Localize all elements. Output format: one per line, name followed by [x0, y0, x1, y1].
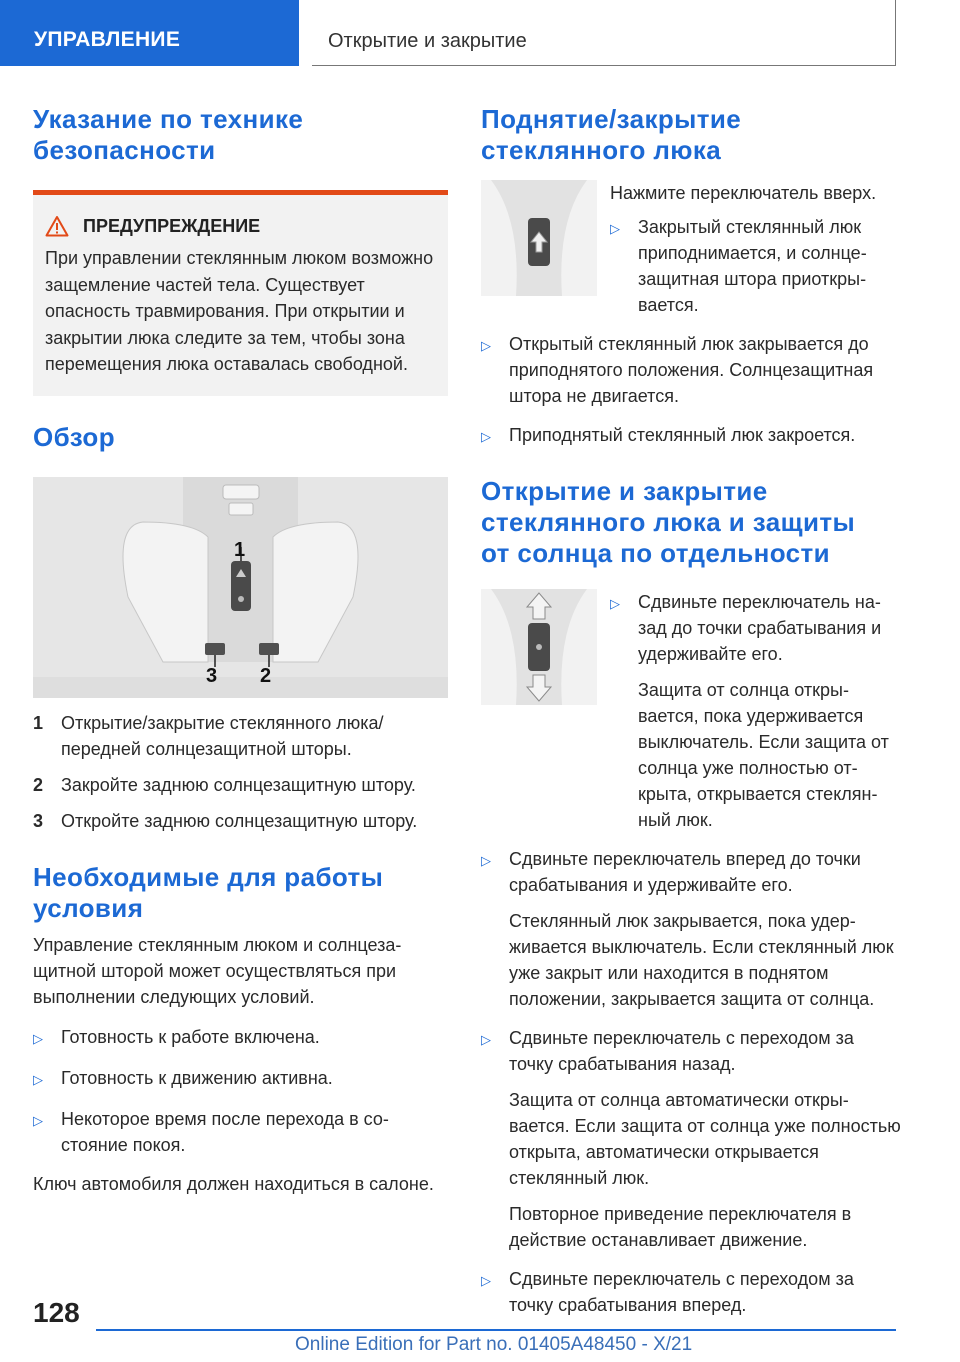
list-item	[33, 1065, 448, 1093]
item-number: 1	[33, 712, 44, 733]
switch-up-image	[481, 180, 597, 296]
lift-intro: Нажмите переключатель вверх.	[610, 183, 877, 203]
item-number: 3	[33, 810, 44, 831]
overview-image	[33, 477, 448, 698]
callout-1: 1	[234, 538, 246, 561]
callout-2: 2	[260, 664, 272, 687]
separate-heading: Открытие и закрытие стеклянного люка и защиты от солнца по отдельности	[481, 476, 856, 568]
warning-title: ПРЕДУПРЕЖДЕНИЕ	[83, 215, 261, 236]
list-item	[610, 589, 901, 833]
item-subtext: Стеклянный люк закрывается, пока удерживается выключатель. Если стеклянный люк уже закрыт или находится в поднятом положении, закрывается защита от солнца.	[509, 911, 894, 1009]
item-text: Закрытый стеклянный люк приподнимается, и солнцезащитная штора приоткрывается.	[638, 217, 867, 315]
triangle-bullet-icon: ▷	[33, 1030, 43, 1046]
right-column	[481, 104, 901, 1331]
list-item	[481, 1266, 901, 1318]
edition-footer: Online Edition for Part no. 01405A48450 - X/21	[295, 1334, 693, 1355]
separate-content	[610, 589, 901, 846]
triangle-bullet-icon: ▷	[610, 221, 620, 236]
warning-text: При управлении стеклянным люком возможно защемление частей тела. Существует опасность травмирования. При открытии и закрытии люка следите за тем, чтобы зона перемещения люка оставалась свободной.	[45, 248, 434, 374]
item-text: Некоторое время после перехода в состояние покоя.	[61, 1108, 389, 1155]
triangle-bullet-icon: ▷	[481, 1273, 491, 1288]
footer-divider	[96, 1329, 896, 1331]
conditions-heading: Необходимые для работы условия	[33, 861, 384, 923]
section-tab: УПРАВЛЕНИЕ	[0, 0, 299, 66]
list-item	[33, 808, 448, 834]
list-item	[33, 772, 448, 798]
item-text: Сдвиньте переключатель вперед до точки срабатывания и удерживайте его.	[509, 849, 861, 895]
item-text: Закройте заднюю солнцезащитную штору.	[61, 774, 416, 795]
list-item	[481, 1025, 901, 1253]
warning-triangle-icon	[45, 215, 69, 237]
left-column	[33, 104, 448, 1197]
lift-content	[610, 180, 901, 331]
item-subtext: Защита от солнца открывается, пока удерживается выключатель. Если защита от солнца уже полностью открыта, открывается стеклянный люк.	[638, 680, 889, 830]
overview-heading: Обзор	[33, 421, 115, 452]
separate-list	[481, 846, 901, 1318]
item-text: Откройте заднюю солнцезащитную штору.	[61, 810, 418, 831]
item-text: Сдвиньте переключатель с переходом за точку срабатывания назад.	[509, 1028, 854, 1074]
separate-block	[481, 589, 901, 846]
item-text: Открытие/закрытие стеклянного люка/передней солнцезащитной шторы.	[61, 712, 384, 759]
item-text: Открытый стеклянный люк закрывается до приподнятого положения. Солнцезащитная штора не двигается.	[509, 334, 874, 406]
list-item	[33, 710, 448, 762]
chapter-title: Открытие и закрытие	[312, 0, 896, 66]
list-item	[481, 846, 901, 1012]
item-subtext: Защита от солнца автоматически открывается. Если защита от солнца уже полностью открыта, автоматически открывается стеклянный люк.	[509, 1090, 901, 1188]
lift-list-inline	[610, 214, 901, 318]
callout-3: 3	[206, 664, 218, 687]
conditions-list	[33, 1024, 448, 1158]
item-text: Сдвиньте переключатель назад до точки срабатывания и удерживайте его.	[638, 592, 882, 664]
safety-heading: Указание по технике безопасности	[33, 104, 304, 165]
triangle-bullet-icon: ▷	[33, 1112, 43, 1128]
item-number: 2	[33, 774, 44, 795]
item-text: Готовность к работе включена.	[61, 1026, 320, 1047]
conditions-intro: Управление стеклянным люком и солнцезащитной шторой может осуществляться при выполнении следующих условий.	[33, 934, 402, 1007]
triangle-bullet-icon: ▷	[610, 596, 620, 611]
lift-list	[481, 331, 901, 450]
conditions-note: Ключ автомобиля должен находиться в салоне.	[33, 1173, 434, 1194]
switch-both-image	[481, 589, 597, 705]
list-item	[610, 214, 901, 318]
warning-header	[45, 215, 436, 237]
page-number: 128	[33, 1297, 80, 1328]
item-subtext: Повторное приведение переключателя в действие останавливает движение.	[509, 1204, 852, 1250]
triangle-bullet-icon: ▷	[481, 429, 491, 444]
warning-box	[33, 190, 448, 396]
triangle-bullet-icon: ▷	[481, 338, 491, 353]
switch-both-illustration	[481, 589, 597, 705]
overview-list	[33, 710, 448, 834]
roof-console-illustration	[33, 477, 448, 698]
list-item	[33, 1024, 448, 1052]
lift-heading: Поднятие/закрытие стеклянного люка	[481, 104, 742, 165]
item-text: Сдвиньте переключатель с переходом за точку срабатывания вперед.	[509, 1269, 854, 1315]
list-item	[481, 422, 901, 450]
item-text: Готовность к движению активна.	[61, 1067, 333, 1088]
item-text: Приподнятый стеклянный люк закроется.	[509, 425, 856, 445]
list-item	[33, 1106, 448, 1158]
list-item	[481, 331, 901, 409]
triangle-bullet-icon: ▷	[481, 1032, 491, 1047]
triangle-bullet-icon: ▷	[481, 853, 491, 868]
switch-up-illustration	[481, 180, 597, 296]
separate-list-inline	[610, 589, 901, 833]
triangle-bullet-icon: ▷	[33, 1071, 43, 1087]
lift-block	[481, 180, 901, 331]
